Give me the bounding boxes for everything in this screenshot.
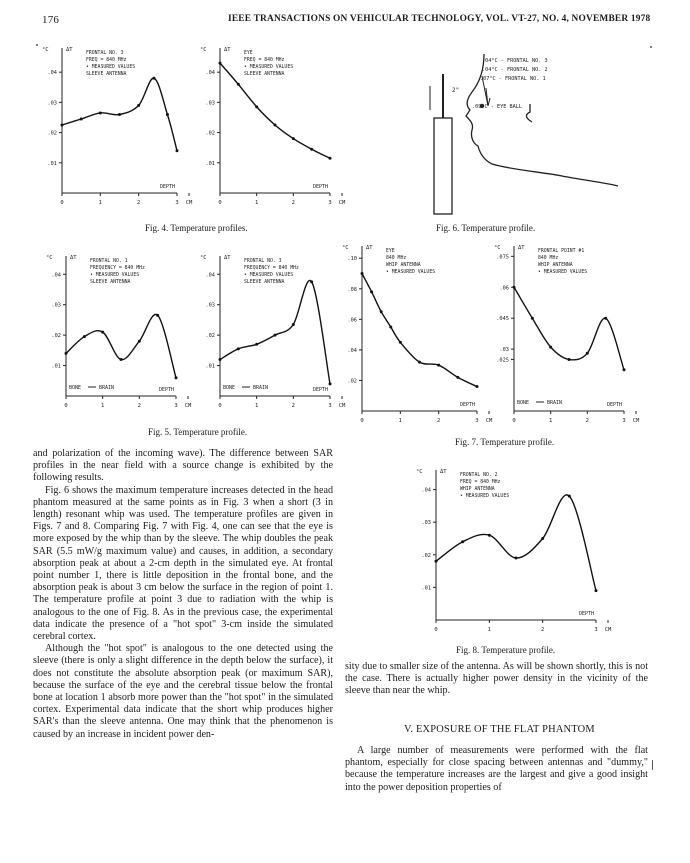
fig7b-svg	[492, 238, 640, 433]
segment-label-bone: BONE	[223, 385, 236, 391]
data-curve	[220, 280, 330, 383]
y-tick-label: .03	[47, 100, 57, 107]
y-unit-label: °C	[46, 255, 53, 261]
data-point	[137, 104, 140, 107]
data-curve	[514, 287, 624, 370]
legend-line: FRONTAL NO. 3	[86, 51, 124, 56]
x-tick-label: 1	[255, 200, 259, 206]
y-unit-label: °C	[200, 47, 207, 53]
y-unit-label: °C	[342, 245, 349, 251]
x-tick-label: 2	[585, 418, 589, 424]
data-point	[476, 385, 479, 388]
y-tick-label: .02	[205, 130, 215, 137]
x-tick-label: 1	[487, 627, 491, 633]
y-tick-label: .04	[51, 272, 61, 279]
page-number: 176	[42, 14, 60, 26]
data-point	[541, 537, 544, 540]
y-tick-label: .03	[205, 302, 215, 309]
data-point	[219, 358, 222, 361]
legend-line: 840 MHz	[386, 256, 407, 261]
segment-label-brain: BRAIN	[547, 400, 563, 406]
fig6-label-2: .04°C - FRONTAL NO. 2	[482, 67, 548, 73]
data-point	[461, 540, 464, 543]
data-point	[435, 560, 438, 563]
data-point	[515, 557, 518, 560]
y-tick-label: .01	[205, 363, 215, 370]
x-tick-label: 2	[291, 403, 295, 409]
x-axis-label: DEPTH	[159, 184, 175, 190]
running-title: IEEE TRANSACTIONS ON VEHICULAR TECHNOLOGY, VOL. VT-27, NO. 4, NOVEMBER 1978	[228, 14, 651, 24]
y-tick-label: .03	[499, 347, 509, 354]
x-axis-label: DEPTH	[606, 402, 622, 408]
data-point	[399, 341, 402, 344]
right-continuation-text: sity due to smaller size of the antenna. As will be shown shortly, this is not the case. There is actually higher power density in the vicinity of the sleeve than near the whip.	[345, 661, 648, 697]
figure-7-right-chart	[492, 238, 640, 433]
figure-5-caption: Fig. 5. Temperature profile.	[148, 427, 248, 437]
legend-line: FREQ = 840 MHz	[460, 480, 501, 485]
x-tick-label: 1	[101, 403, 105, 409]
y-axis-label: ΔT	[518, 245, 525, 251]
y-unit-label: °C	[42, 47, 49, 53]
legend-line: • MEASURED VALUES	[244, 65, 294, 70]
y-tick-label: .03	[51, 302, 61, 309]
fig4a-svg	[40, 40, 193, 215]
scan-speck	[652, 760, 653, 770]
data-point	[99, 111, 102, 114]
x-tick-label: 3	[622, 418, 626, 424]
x-tick-label: CM	[184, 403, 192, 409]
y-tick-label: .025	[496, 357, 509, 364]
x-tick-label: CM	[338, 403, 346, 409]
x-axis-label: DEPTH	[578, 611, 594, 617]
legend-line: WHIP ANTENNA	[460, 487, 495, 492]
antenna-housing	[434, 118, 452, 214]
segment-label-bone: BONE	[69, 385, 82, 391]
legend-line: SLEEVE ANTENNA	[86, 72, 127, 77]
x-tick-label: 3	[594, 627, 598, 633]
x-tick-label: 2	[541, 627, 545, 633]
data-point	[531, 317, 534, 320]
data-point	[310, 280, 313, 283]
x-tick-label: CM	[338, 200, 346, 206]
legend-line: SLEEVE ANTENNA	[244, 72, 285, 77]
x-tick-label: 1	[255, 403, 259, 409]
y-tick-label: .01	[47, 160, 57, 167]
ear-outline	[526, 104, 532, 122]
figure-6-caption: Fig. 6. Temperature profile.	[436, 223, 536, 233]
left-body-column	[33, 448, 333, 741]
segment-label-brain: BRAIN	[253, 385, 269, 391]
x-tick-label: CM	[185, 200, 193, 206]
figure-6-diagram	[422, 40, 622, 220]
data-point	[176, 149, 179, 152]
x-tick-label: 0	[218, 200, 222, 206]
figure-7-caption: Fig. 7. Temperature profile.	[455, 437, 555, 447]
segment-label-bone: BONE	[517, 400, 530, 406]
y-tick-label: .03	[421, 520, 431, 527]
data-point	[389, 325, 392, 328]
x-tick-label: 3	[328, 200, 332, 206]
data-point	[549, 346, 552, 349]
data-point	[292, 323, 295, 326]
legend-line: WHIP ANTENNA	[386, 263, 421, 268]
data-point	[456, 376, 459, 379]
scan-speck	[650, 46, 652, 48]
fig5b-svg	[198, 248, 346, 418]
y-tick-label: .10	[347, 256, 357, 263]
fig7a-svg	[340, 238, 493, 433]
x-tick-label: 3	[328, 403, 332, 409]
data-curve	[220, 63, 330, 158]
data-point	[329, 382, 332, 385]
figure-5-left-chart	[44, 248, 192, 418]
x-tick-label: CM	[632, 418, 640, 424]
y-tick-label: .04	[421, 487, 431, 494]
x-tick-label: CM	[485, 418, 493, 424]
data-point	[156, 314, 159, 317]
data-point	[604, 317, 607, 320]
y-tick-label: .02	[347, 378, 357, 385]
data-point	[219, 62, 222, 65]
legend-line: 840 MHz	[538, 256, 559, 261]
fig8-svg	[414, 462, 612, 642]
legend-line: FREQ = 840 MHz	[244, 58, 285, 63]
data-point	[83, 335, 86, 338]
y-tick-label: .02	[47, 130, 57, 137]
y-axis-label: ΔT	[66, 47, 73, 53]
x-tick-label: 0	[360, 418, 364, 424]
y-tick-label: .02	[205, 333, 215, 340]
x-tick-label: 2	[437, 418, 441, 424]
data-point	[418, 361, 421, 364]
left-paragraph-1: and polarization of the incoming wave). The difference between SAR profiles in the near field with a source change is exhibited by the following results.	[33, 448, 333, 484]
head-phantom-drawing	[422, 40, 622, 220]
data-point	[65, 352, 68, 355]
legend-line: SLEEVE ANTENNA	[90, 280, 131, 285]
x-tick-label: 0	[512, 418, 516, 424]
x-tick-label: 2	[137, 200, 141, 206]
data-point	[138, 340, 141, 343]
section-heading: V. EXPOSURE OF THE FLAT PHANTOM	[404, 724, 595, 735]
legend-line: • MEASURED VALUES	[244, 273, 294, 278]
data-point	[586, 352, 589, 355]
y-axis-label: ΔT	[366, 245, 373, 251]
figure-4-right-chart	[198, 40, 346, 215]
data-point	[175, 376, 178, 379]
legend-line: FREQUENCY = 840 MHz	[90, 266, 145, 271]
y-axis-label: ΔT	[224, 47, 231, 53]
data-curve	[362, 274, 477, 387]
data-point	[568, 495, 571, 498]
fig6-label-4: .09°C - EYE BALL	[472, 104, 522, 110]
y-tick-label: .075	[496, 254, 509, 261]
y-unit-label: °C	[416, 469, 423, 475]
fig4b-svg	[198, 40, 346, 215]
y-unit-label: °C	[494, 245, 501, 251]
legend-line: SLEEVE ANTENNA	[244, 280, 285, 285]
figure-8-chart	[414, 462, 612, 642]
legend-line: FREQUENCY = 840 MHz	[244, 266, 299, 271]
data-point	[310, 148, 313, 151]
data-point	[595, 589, 598, 592]
x-tick-label: 3	[175, 200, 179, 206]
data-point	[80, 117, 83, 120]
legend-line: • MEASURED VALUES	[538, 270, 588, 275]
scale-label: 2"	[452, 87, 460, 94]
data-point	[513, 286, 516, 289]
figure-4-caption: Fig. 4. Temperature profiles.	[145, 223, 248, 233]
head-profile-outline	[466, 54, 618, 186]
left-paragraph-3: Although the "hot spot" is analogous to the one detected using the sleeve (there is only a slight difference in the depth below the surface), it does not constitute the absolute absorption peak (or maximum SAR), because the surface of the eye and the cerebral tissue below the frontal bone at location 1 absorb more power than the "hot spot" in the simulated cortex. Experimental data indicate that the short whip produces higher SAR's than the sleeve antenna. One may think that the phenomenon is caused by an increase in incident power den-	[33, 643, 333, 740]
data-point	[437, 364, 440, 367]
x-tick-label: 2	[291, 200, 295, 206]
legend-line: EYE	[386, 249, 395, 254]
fig5a-svg	[44, 248, 192, 418]
y-tick-label: .045	[496, 316, 509, 323]
y-tick-label: .01	[421, 585, 431, 592]
y-axis-label: ΔT	[440, 469, 447, 475]
segment-label-brain: BRAIN	[99, 385, 115, 391]
right-body-column	[345, 661, 648, 698]
data-point	[380, 310, 383, 313]
data-point	[255, 105, 258, 108]
fig6-label-1: .04°C - FRONTAL NO. 3	[482, 58, 548, 64]
y-tick-label: .02	[421, 552, 431, 559]
x-tick-label: 0	[218, 403, 222, 409]
legend-line: FREQ = 840 MHz	[86, 58, 127, 63]
data-curve	[66, 314, 176, 377]
legend-line: • MEASURED VALUES	[460, 494, 510, 499]
data-point	[488, 534, 491, 537]
legend-line: • MEASURED VALUES	[386, 270, 436, 275]
y-unit-label: °C	[200, 255, 207, 261]
data-point	[166, 113, 169, 116]
legend-line: FRONTAL NO. 1	[90, 259, 128, 264]
y-axis-label: ΔT	[224, 255, 231, 261]
figure-4-left-chart	[40, 40, 193, 215]
x-tick-label: 1	[398, 418, 402, 424]
x-tick-label: 1	[98, 200, 102, 206]
data-point	[118, 113, 121, 116]
y-tick-label: .01	[51, 363, 61, 370]
x-tick-label: 2	[137, 403, 141, 409]
y-tick-label: .04	[347, 347, 357, 354]
scan-speck	[36, 44, 38, 46]
data-point	[274, 334, 277, 337]
data-point	[255, 343, 258, 346]
x-tick-label: 1	[549, 418, 553, 424]
x-axis-label: DEPTH	[459, 402, 475, 408]
figure-8-caption: Fig. 8. Temperature profile.	[456, 645, 556, 655]
data-point	[329, 157, 332, 160]
y-tick-label: .04	[47, 70, 57, 77]
data-point	[237, 83, 240, 86]
data-point	[237, 347, 240, 350]
y-axis-label: ΔT	[70, 255, 77, 261]
x-tick-label: 3	[475, 418, 479, 424]
data-point	[153, 77, 156, 80]
y-tick-label: .08	[347, 286, 357, 293]
legend-line: • MEASURED VALUES	[86, 65, 136, 70]
figure-7-left-chart	[340, 238, 493, 433]
x-axis-label: DEPTH	[312, 184, 328, 190]
x-tick-label: 0	[434, 627, 438, 633]
legend-line: • MEASURED VALUES	[90, 273, 140, 278]
y-tick-label: .02	[51, 333, 61, 340]
data-point	[370, 290, 373, 293]
data-point	[361, 272, 364, 275]
x-tick-label: CM	[604, 627, 612, 633]
y-tick-label: .06	[499, 285, 509, 292]
x-axis-label: DEPTH	[312, 387, 328, 393]
data-point	[292, 137, 295, 140]
legend-line: EYE	[244, 51, 253, 56]
data-point	[61, 124, 64, 127]
data-point	[274, 124, 277, 127]
x-axis-label: DEPTH	[158, 387, 174, 393]
right-section-paragraph	[345, 745, 648, 794]
legend-line: FRONTAL POINT #1	[538, 249, 585, 254]
data-point	[568, 358, 571, 361]
figure-5-right-chart	[198, 248, 346, 418]
legend-line: FRONTAL NO. 2	[460, 473, 498, 478]
y-tick-label: .06	[347, 317, 357, 324]
x-tick-label: 3	[174, 403, 178, 409]
fig6-label-3: .07°C - FRONTAL NO. 1	[480, 76, 546, 82]
legend-line: FRONTAL NO. 3	[244, 259, 282, 264]
data-point	[623, 368, 626, 371]
data-curve	[436, 495, 596, 591]
data-point	[120, 358, 123, 361]
left-paragraph-2: Fig. 6 shows the maximum temperature increases detected in the head phantom measured at the same points as in Fig. 3 when a short (3 in length) resonant whip was used. The temperature profiles are given in Figs. 7 and 8. Comparing Fig. 7 with Fig. 4, one can see that the eye is more exposed by the whip than by the sleeve. The whip doubles the peak SAR (5.5 mW/g maximum value) and causes, in addition, a secondary absorption peak at about a 2-cm depth in the simulated eye. At frontal point number 1, there is little deposition in the frontal bone, and the absorption peak is about 3 cm below the surface in the region of point 1. The temperature profile at point 3 due to radiation with the whip is analogous to the one of Fig. 8. As in the previous case, the experimental data indicate the presence of a "hot spot" 3-cm inside the simulated cerebral cortex.	[33, 484, 333, 643]
y-tick-label: .04	[205, 70, 215, 77]
x-tick-label: 0	[64, 403, 68, 409]
y-tick-label: .03	[205, 100, 215, 107]
legend-line: WHIP ANTENNA	[538, 263, 573, 268]
x-tick-label: 0	[60, 200, 64, 206]
right-paragraph: A large number of measurements were performed with the flat phantom, especially for close spacing between antennas and "dummy," because the temperature increases are the largest and give a good insight into the power deposition properties of	[345, 745, 648, 793]
data-point	[101, 331, 104, 334]
y-tick-label: .01	[205, 160, 215, 167]
y-tick-label: .04	[205, 272, 215, 279]
